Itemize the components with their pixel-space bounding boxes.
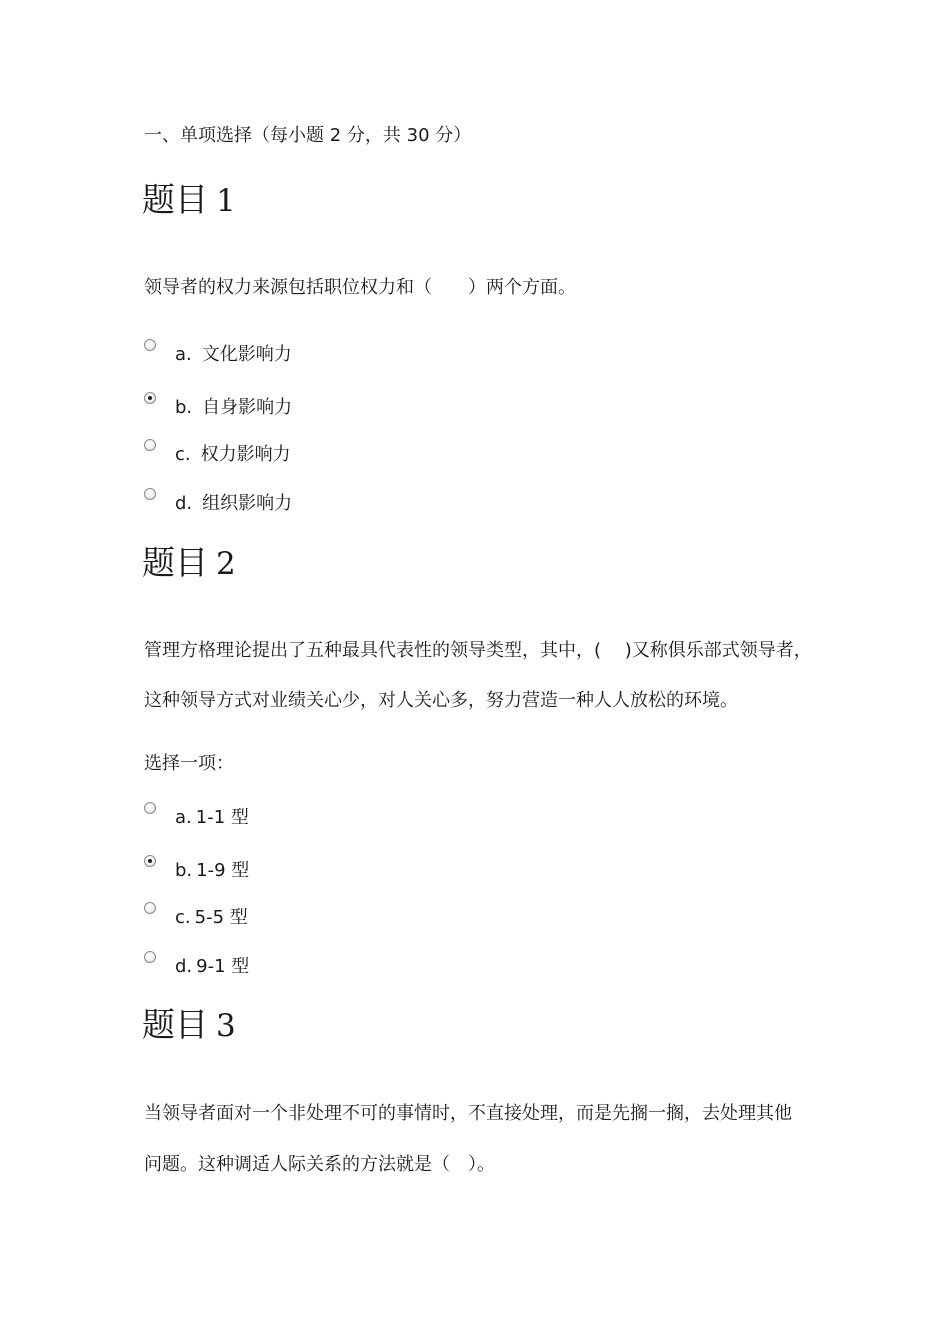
option-text: 权力影响力 [200, 444, 291, 465]
option-label: d. [175, 493, 193, 514]
option-text: 5-5 型 [194, 907, 248, 928]
question-number: 3 [216, 1008, 236, 1044]
option-text: 9-1 型 [196, 956, 250, 977]
question-1-title [142, 180, 236, 221]
option-label: a. [175, 344, 192, 365]
question-3-title [142, 1005, 236, 1046]
question-number: 2 [216, 546, 236, 582]
radio-unchecked-icon[interactable] [144, 951, 156, 963]
option-label: c. [175, 444, 191, 465]
question-3-text-line-1: 当领导者面对一个非处理不可的事情时，不直接处理，而是先搁一搁，去处理其他 [144, 1103, 792, 1124]
question-2-text-line-2: 这种领导方式对业绩关心少，对人关心多，努力营造一种人人放松的环境。 [144, 690, 738, 711]
option-text: 文化影响力 [201, 344, 292, 365]
option-label: b. [175, 860, 193, 881]
radio-unchecked-icon[interactable] [144, 439, 156, 451]
option-text: 1-9 型 [196, 860, 250, 881]
question-2-option-b[interactable] [144, 859, 249, 883]
radio-unchecked-icon[interactable] [144, 802, 156, 814]
question-2-text-line-1: 管理方格理论提出了五种最具代表性的领导类型，其中，( )又称俱乐部式领导者， [144, 640, 812, 661]
question-2-option-c[interactable] [144, 906, 248, 930]
option-label: c. [175, 907, 191, 928]
radio-unchecked-icon[interactable] [144, 902, 156, 914]
radio-unchecked-icon[interactable] [144, 488, 156, 500]
option-text: 组织影响力 [202, 493, 293, 514]
option-label: b. [175, 397, 193, 418]
question-title-word: 题目 [142, 1005, 208, 1044]
question-1-option-c[interactable] [144, 443, 291, 467]
question-2-option-a[interactable] [144, 806, 249, 830]
question-2-option-d[interactable] [144, 955, 249, 979]
option-label: d. [175, 956, 193, 977]
question-1-option-a[interactable] [144, 343, 292, 367]
option-text: 1-1 型 [195, 807, 249, 828]
question-title-word: 题目 [142, 543, 208, 582]
section-title: 一、单项选择（每小题 2 分，共 30 分） [144, 125, 472, 146]
radio-checked-icon[interactable] [144, 392, 156, 404]
radio-checked-icon[interactable] [144, 855, 156, 867]
question-2-prompt: 选择一项： [144, 753, 234, 774]
option-label: a. [175, 807, 192, 828]
question-1-option-b[interactable] [144, 396, 292, 420]
question-2-title [142, 543, 236, 584]
radio-unchecked-icon[interactable] [144, 339, 156, 351]
option-text: 自身影响力 [202, 397, 293, 418]
question-1-option-d[interactable] [144, 492, 292, 516]
question-3-text-line-2: 问题。这种调适人际关系的方法就是（ ）。 [144, 1154, 495, 1175]
question-title-word: 题目 [142, 180, 208, 219]
question-1-text: 领导者的权力来源包括职位权力和（ ）两个方面。 [144, 277, 576, 298]
question-number: 1 [216, 183, 236, 219]
